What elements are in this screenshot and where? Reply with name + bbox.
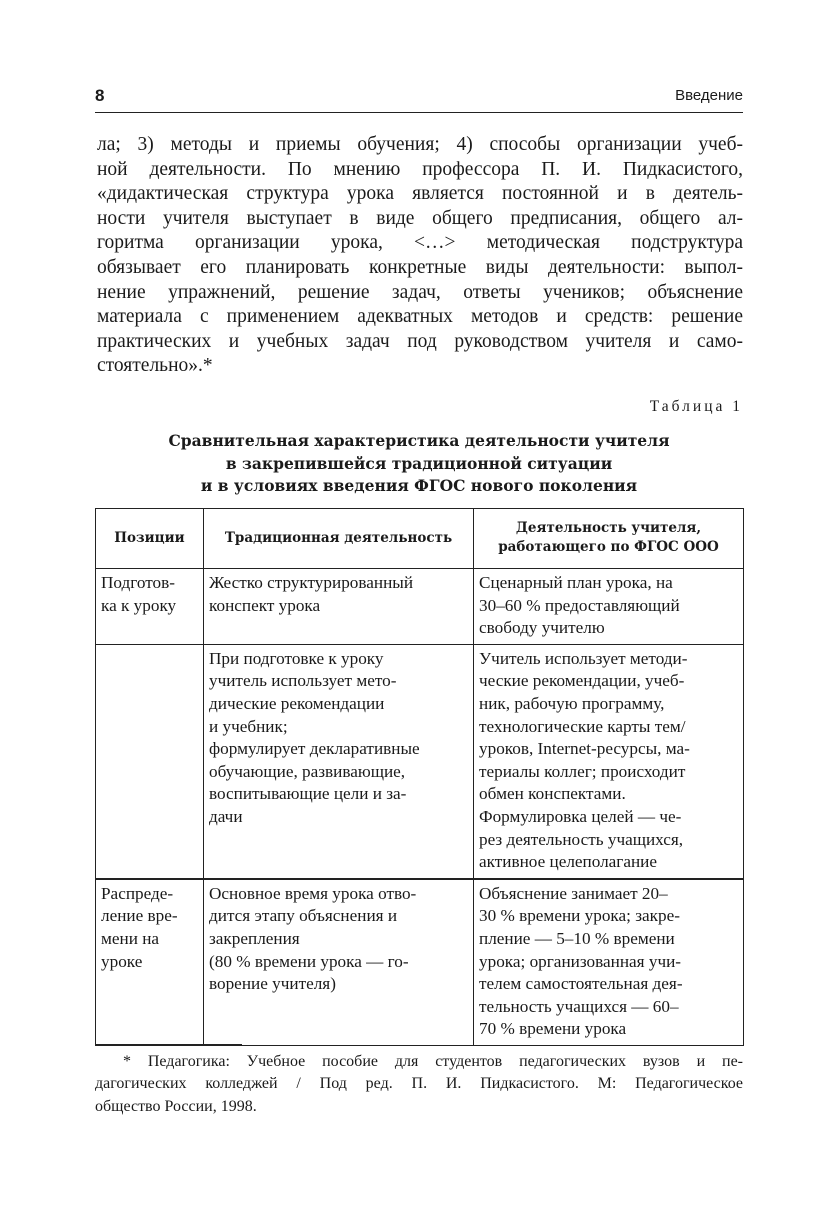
footnote bbox=[95, 1051, 743, 1118]
table-cell-c1 bbox=[96, 644, 204, 878]
table-cell-c1 bbox=[96, 879, 204, 1046]
cell-line: дится этапу объяснения и bbox=[209, 906, 398, 926]
cell-line: Жестко структурированный bbox=[209, 573, 414, 592]
footnote-line: * Педагогика: Учебное пособие для студентов педагогических вузов и пе- bbox=[123, 1053, 743, 1070]
cell-line: технологические карты тем/ bbox=[479, 716, 686, 736]
table-cell-c2 bbox=[204, 879, 474, 1046]
cell-line: дические рекомендации bbox=[209, 693, 385, 713]
table-cell-c2 bbox=[204, 569, 474, 645]
cell-line: Сценарный план урока, на bbox=[479, 573, 673, 592]
page-number: 8 bbox=[95, 86, 105, 105]
cell-line: пление — 5–10 % времени bbox=[479, 928, 675, 948]
table-cell-c1 bbox=[96, 569, 204, 645]
body-line: обязывает его планировать конкретные виды деятельности: выпол- bbox=[97, 256, 743, 278]
header-positions: Позиции bbox=[96, 509, 204, 569]
cell-line: ка к уроку bbox=[101, 595, 177, 615]
cell-line: Подготов- bbox=[101, 573, 175, 592]
cell-line: формулирует декларативные bbox=[209, 739, 420, 759]
cell-line: ческие рекомендации, учеб- bbox=[479, 671, 685, 691]
cell-line: активное целеполагание bbox=[479, 852, 658, 872]
cell-line: 30–60 % предоставляющий bbox=[479, 595, 680, 615]
cell-line: дачи bbox=[209, 806, 243, 826]
table-row bbox=[96, 879, 744, 1046]
table-cell-c2 bbox=[204, 644, 474, 878]
table-title-line: в закрепившейся традиционной ситуации bbox=[225, 453, 613, 473]
running-header: Введение bbox=[675, 87, 743, 104]
table-cell-c3 bbox=[474, 644, 744, 878]
footnote-rule bbox=[95, 1044, 242, 1045]
cell-line: свободу учителю bbox=[479, 618, 605, 638]
cell-line: 70 % времени урока bbox=[479, 1019, 627, 1039]
cell-line: териалы коллег; происходит bbox=[479, 761, 686, 781]
table-title bbox=[95, 430, 743, 498]
table-title-line: Сравнительная характеристика деятельности учителя bbox=[168, 431, 670, 450]
cell-line: обучающие, развивающие, bbox=[209, 761, 406, 781]
table-row bbox=[96, 569, 744, 645]
footnote-line: общество России, 1998. bbox=[95, 1097, 257, 1115]
cell-line: (80 % времени урока — го- bbox=[209, 951, 409, 971]
body-line: нение упражнений, решение задач, ответы учеников; объяснение bbox=[97, 281, 743, 303]
cell-line: уроков, Internet-ресурсы, ма- bbox=[479, 739, 690, 759]
cell-line: Учитель использует методи- bbox=[479, 648, 688, 668]
body-line: «дидактическая структура урока является постоянной и в деятель- bbox=[97, 183, 743, 205]
cell-line: конспект урока bbox=[209, 595, 321, 615]
table-header-row bbox=[96, 509, 744, 569]
cell-line: урока; организованная учи- bbox=[479, 951, 682, 971]
table-row bbox=[96, 644, 744, 878]
body-line: практических и учебных задач под руководством учителя и само- bbox=[97, 330, 743, 352]
cell-line: ник, рабочую программу, bbox=[479, 693, 665, 713]
footnote-line: дагогических колледжей / Под ред. П. И. Пидкасистого. М: Педагогическое bbox=[95, 1075, 743, 1093]
body-line: ности учителя выступает в виде общего предписания, общего ал- bbox=[97, 207, 743, 229]
table-cell-c3 bbox=[474, 569, 744, 645]
cell-line: закрепления bbox=[209, 928, 300, 948]
cell-line: Объяснение занимает 20– bbox=[479, 883, 668, 903]
header-rule bbox=[95, 112, 743, 113]
cell-line: и учебник; bbox=[209, 716, 288, 736]
cell-line: мени на bbox=[101, 928, 160, 948]
body-line: стоятельно».* bbox=[97, 355, 213, 377]
body-line: ной деятельности. По мнению профессора П. И. Пидкасистого, bbox=[97, 158, 743, 180]
body-paragraph bbox=[97, 133, 743, 379]
cell-line: Основное время урока отво- bbox=[209, 883, 417, 903]
table-label: Таблица 1 bbox=[649, 398, 743, 415]
cell-line: Распреде- bbox=[101, 883, 174, 903]
cell-line: учитель использует мето- bbox=[209, 671, 397, 691]
cell-line: уроке bbox=[101, 951, 143, 971]
header-fgos: Деятельность учителя, работающего по ФГОС ООО bbox=[474, 509, 744, 569]
cell-line: воспитывающие цели и за- bbox=[209, 784, 407, 804]
cell-line: рез деятельность учащихся, bbox=[479, 829, 684, 849]
cell-line: Формулировка целей — че- bbox=[479, 806, 682, 826]
cell-line: При подготовке к уроку bbox=[209, 648, 384, 668]
cell-line: ворение учителя) bbox=[209, 974, 336, 994]
cell-line: тельность учащихся — 60– bbox=[479, 996, 679, 1016]
table-title-line: и в условиях введения ФГОС нового поколения bbox=[200, 476, 638, 495]
comparison-table bbox=[95, 508, 744, 1046]
cell-line: обмен конспектами. bbox=[479, 784, 626, 804]
cell-line: телем самостоятельная дея- bbox=[479, 974, 683, 994]
body-line: горитма организации урока, <…> методическая подструктура bbox=[97, 232, 743, 254]
body-line: материала с применением адекватных методов и средств: решение bbox=[97, 306, 743, 328]
cell-line: ление вре- bbox=[101, 906, 178, 926]
body-line: ла; 3) методы и приемы обучения; 4) способы организации учеб- bbox=[97, 134, 743, 155]
header-traditional: Традиционная деятельность bbox=[204, 509, 474, 569]
table-cell-c3 bbox=[474, 879, 744, 1046]
cell-line: 30 % времени урока; закре- bbox=[479, 906, 680, 926]
